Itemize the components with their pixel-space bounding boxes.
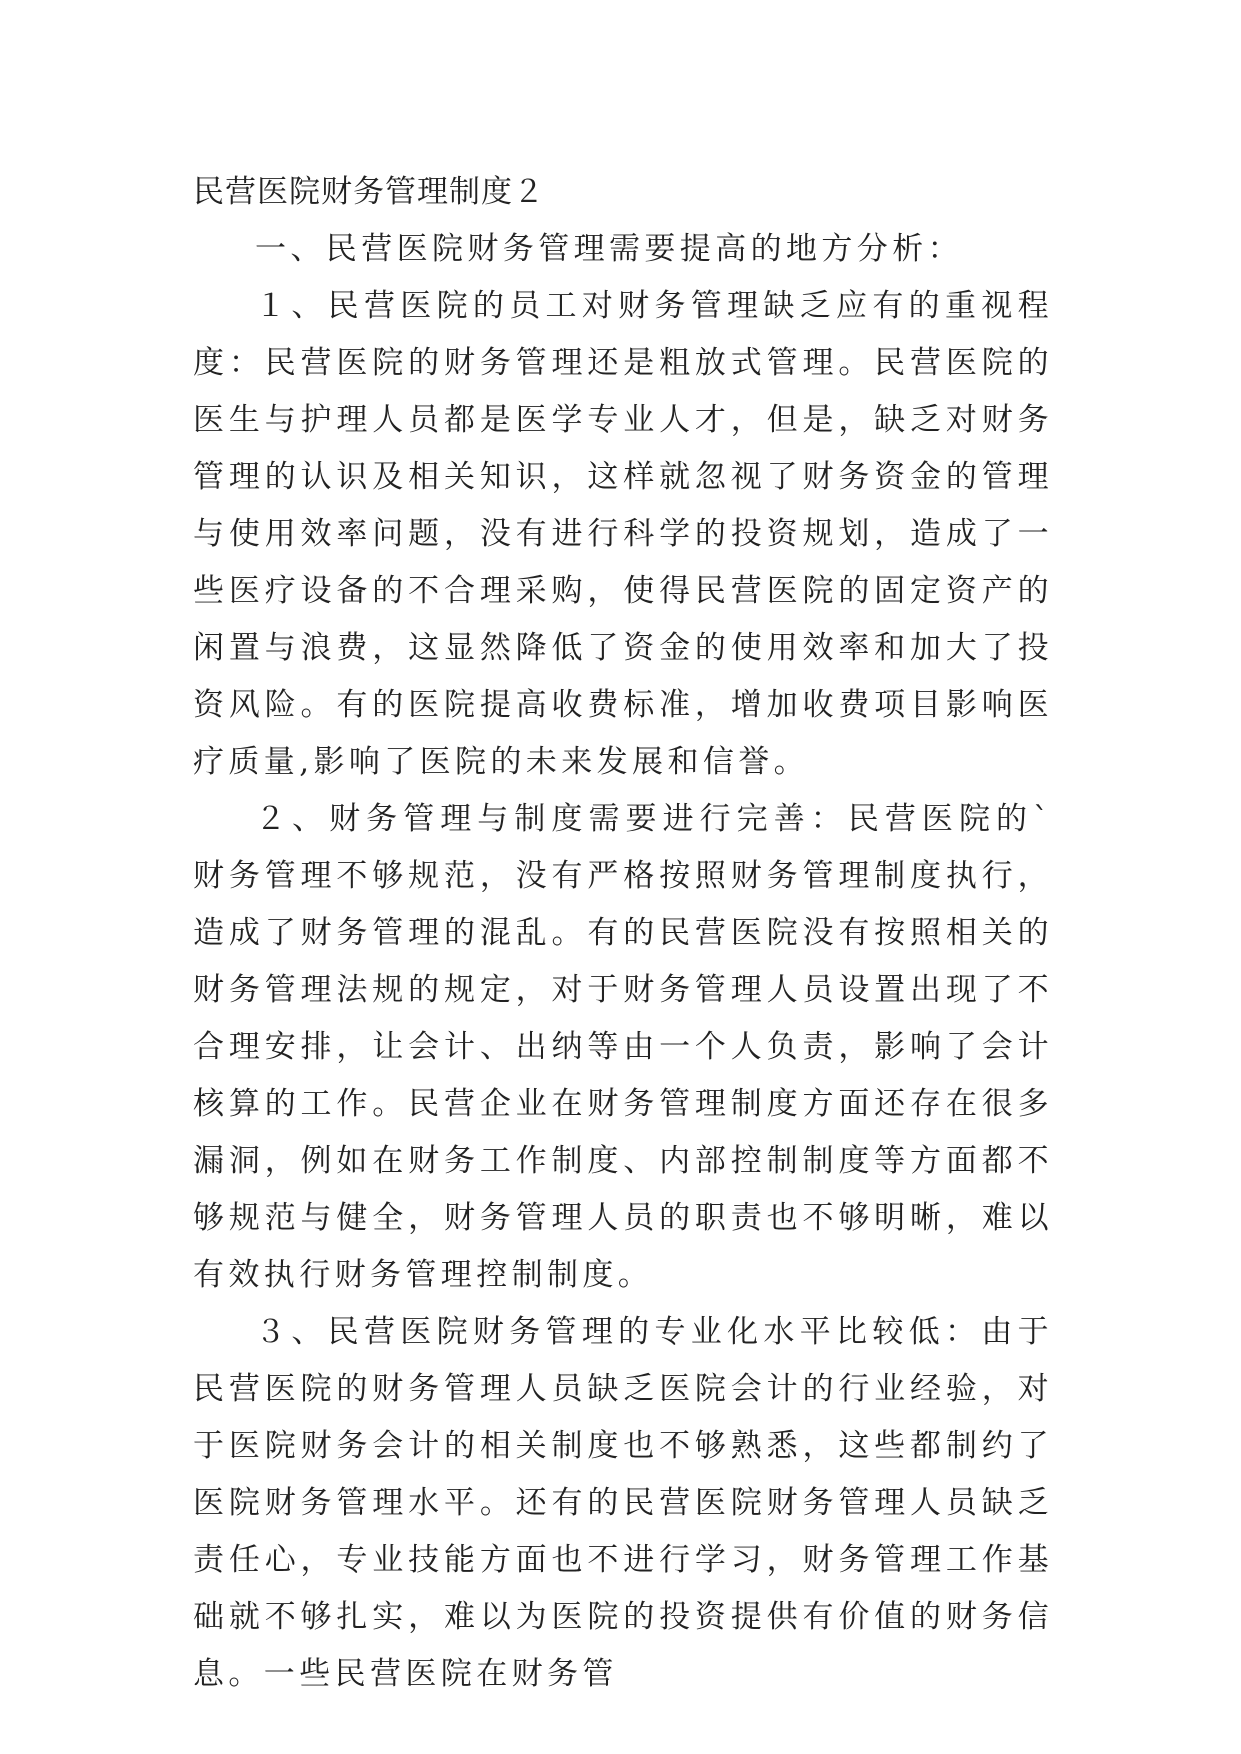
document-title: 民营医院财务管理制度２ xyxy=(193,174,545,210)
paragraph-2: ２、财务管理与制度需要进行完善：民营医院的`财务管理不够规范，没有严格按照财务管理制度执行，造成了财务管理的混乱。有的民营医院没有按照相关的财务管理法规的规定，对于财务管理人员设置出现了不合理安排，让会计、出纳等由一个人负责，影响了会计核算的工作。民营企业在财务管理制度方面还存在很多漏洞，例如在财务工作制度、内部控制制度等方面都不够规范与健全，财务管理人员的职责也不够明晰，难以有效执行财务管理控制制度。 xyxy=(193,801,1053,1293)
document-page xyxy=(193,163,1053,1703)
section-heading: 一、民营医院财务管理需要提高的地方分析： xyxy=(255,231,963,267)
paragraph-3: ３、民营医院财务管理的专业化水平比较低：由于民营医院的财务管理人员缺乏医院会计的行业经验，对于医院财务会计的相关制度也不够熟悉，这些都制约了医院财务管理水平。还有的民营医院财务管理人员缺乏责任心，专业技能方面也不进行学习，财务管理工作基础就不够扎实，难以为医院的投资提供有价值的财务信息。一些民营医院在财务管 xyxy=(193,1314,1053,1692)
paragraph-1: １、民营医院的员工对财务管理缺乏应有的重视程度：民营医院的财务管理还是粗放式管理。民营医院的医生与护理人员都是医学专业人才，但是，缺乏对财务管理的认识及相关知识，这样就忽视了财务资金的管理与使用效率问题，没有进行科学的投资规划，造成了一些医疗设备的不合理采购，使得民营医院的固定资产的闲置与浪费，这显然降低了资金的使用效率和加大了投资风险。有的医院提高收费标准，增加收费项目影响医疗质量,影响了医院的未来发展和信誉。 xyxy=(193,288,1053,780)
